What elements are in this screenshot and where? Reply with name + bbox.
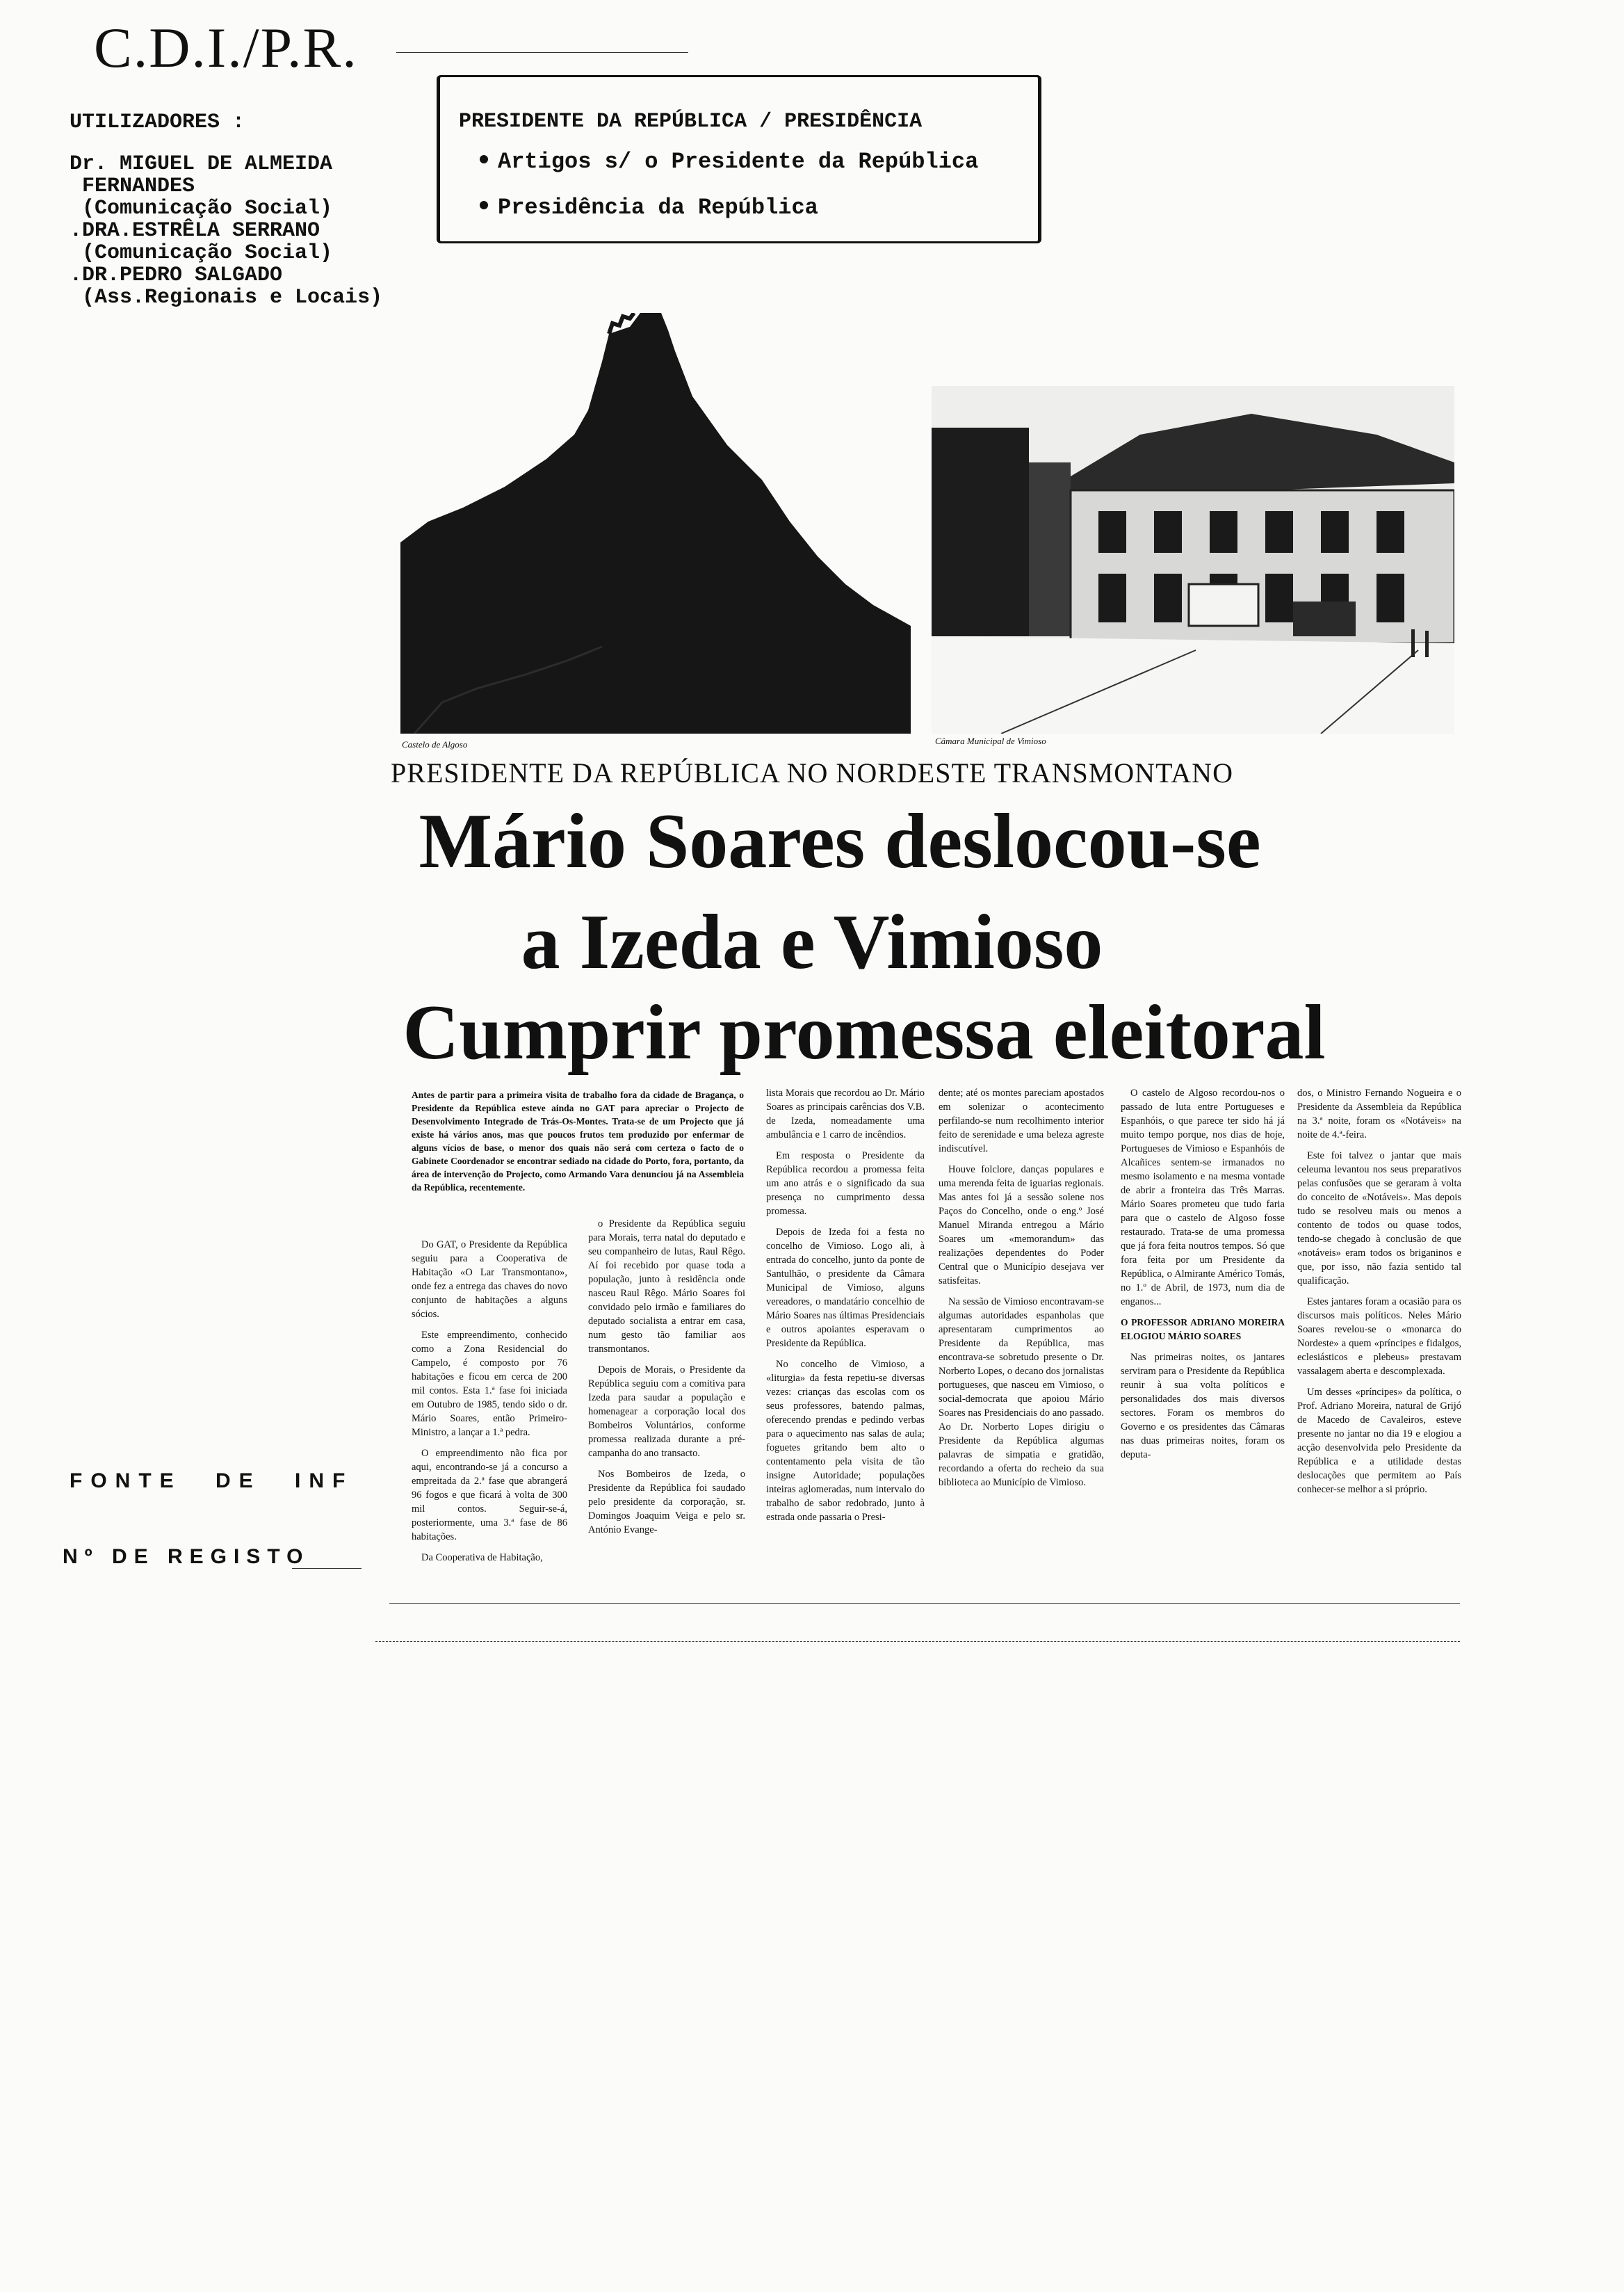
source-stamp: FONTE DE INF bbox=[70, 1469, 354, 1492]
paragraph: Em resposta o Presidente da República recordou a promessa feita um ano atrás e o significado da sua presença no cumprimento dessa promessa. bbox=[766, 1150, 925, 1217]
header-rule bbox=[396, 52, 688, 53]
paragraph: Estes jantares foram a ocasião para os discursos mais políticos. Neles Mário Soares revelou-se o «monarca do Nordeste» a quem «príncipes e fidalgos, eclesiásticos e plebeus» prestavam vassalagem aberta e descomplexada. bbox=[1297, 1296, 1461, 1377]
paragraph: Este foi talvez o jantar que mais celeuma levantou nos seus preparativos pelas confusões que se geraram à volta do conceito de «Notáveis». Mas depois tudo se resolveu mais ou menos a contento de todos ou quase todos, tendo-se chegado à conclusão de que «notáveis» eram todos os briganinos e que, por isso, não fazia sentido tal qualificação. bbox=[1297, 1150, 1461, 1286]
document-header-title: C.D.I./P.R. bbox=[94, 16, 358, 79]
article-headline-line: Mário Soares deslocou-se bbox=[419, 798, 1261, 885]
article-lead: Antes de partir para a primeira visita de trabalho fora da cidade de Bragança, o Presidente da República esteve ainda no GAT para apreciar o Projecto de Desenvolvimento Integrado de Trás-Os-Montes. Trata-se de um Projecto que já existe há vários anos, mas que poucos frutos tem produzido por enfermar de alguns vícios de base, o menor dos quais não será com certeza o facto de o Gabinete Coordenador se encontrar sediado na cidade do Porto, fora, portanto, da área de intervenção do Projecto, como Armando Vara denunciou já na Assembleia da República, recentemente. bbox=[412, 1090, 744, 1193]
classification-item: Presidência da República bbox=[480, 195, 818, 220]
registry-underline bbox=[292, 1568, 362, 1569]
paragraph: Nas primeiras noites, os jantares serviram para o Presidente da República reunir à sua volta políticos e personalidades dos mais diversos sectores. Foram os membros do Governo e os presidentes das Câmaras nas duas primeiras noites, foram os deputa- bbox=[1121, 1352, 1285, 1460]
article-column-6 bbox=[1297, 1086, 1461, 1503]
classification-item: Artigos s/ o Presidente da República bbox=[480, 149, 978, 175]
recipient-line: .DRA.ESTRÊLA SERRANO bbox=[70, 219, 320, 243]
paragraph: No concelho de Vimioso, a «liturgia» da festa repetiu-se diversas vezes: crianças das escolas com os seus professores, batendo palmas, oferecendo prendas e pedindo verbas para o aquecimento nas salas de aula; foguetes gritando bem alto o contentamento pela visita de tão insigne Autoridade; populações inteiras aglomeradas, num intervalo do trabalho de sabor redobrado, junto à estrada onde passaria o Presi- bbox=[766, 1359, 925, 1523]
paragraph: dos, o Ministro Fernando Nogueira e o Presidente da Assembleia da República na 3.ª noite, foram os «Notáveis» na noite de 4.ª-feira. bbox=[1297, 1088, 1461, 1140]
recipients-block bbox=[70, 111, 382, 309]
paragraph: Do GAT, o Presidente da República seguiu para a Cooperativa de Habitação «O Lar Transmontano», onde fez a entrega das chaves do novo conjunto de habitações a alguns sócios. bbox=[412, 1239, 567, 1320]
paragraph: o Presidente da República seguiu para Morais, terra natal do deputado e seu companheiro de lutas, Raul Rêgo. Aí foi recebido por quase toda a população, junto à residência onde nasceu Raul Rêgo. Mário Soares foi convidado pelo irmão e familiares do deputado socialista a entrar em casa, num gesto tão familiar aos transmontanos. bbox=[588, 1218, 745, 1355]
article-bottom-rule bbox=[389, 1603, 1460, 1604]
registry-stamp: Nº DE REGISTO bbox=[63, 1545, 310, 1568]
paragraph: Da Cooperativa de Habitação, bbox=[421, 1552, 543, 1563]
article-column-5 bbox=[1121, 1086, 1285, 1469]
paragraph: Depois de Morais, o Presidente da República seguiu com a comitiva para Izeda para saudar a população e homenagear a corporação local dos Bombeiros Voluntários, conforme promessa realizada durante a pré-campanha do ano transacto. bbox=[588, 1364, 745, 1459]
article-headline-line: Cumprir promessa eleitoral bbox=[403, 990, 1326, 1076]
article-headline-line: a Izeda e Vimioso bbox=[521, 899, 1103, 985]
paragraph: Nos Bombeiros de Izeda, o Presidente da República foi saudado pelo presidente da corporação, sr. Domingos Joaquim Veiga e pelo sr. António Evange- bbox=[588, 1469, 745, 1535]
paragraph: dente; até os montes pareciam apostados em solenizar o acontecimento perfilando-se num recolhimento interior feito de serenidade e uma beleza agreste indiscutível. bbox=[939, 1088, 1104, 1154]
paragraph: Na sessão de Vimioso encontravam-se algumas autoridades espanholas que apresentaram cumprimentos ao Presidente da República, mas encontrava-se sobretudo presente o Dr. Norberto Lopes, o decano dos jornalistas portugueses, que nasceu em Vimioso, o social-democrata que apoiou Mário Soares nas Presidenciais do ano passado. Ao Dr. Norberto Lopes dirigiu o Presidente da República algumas palavras de simpatia e gratidão, recordando a oferta do recheio da sua biblioteca ao Município de Vimioso. bbox=[939, 1296, 1104, 1488]
article-subheading: O PROFESSOR ADRIANO MOREIRA ELOGIOU MÁRIO SOARES bbox=[1121, 1317, 1285, 1341]
article-column-2 bbox=[588, 1217, 745, 1544]
town-hall-photo bbox=[932, 386, 1454, 734]
recipient-line: .DR.PEDRO SALGADO bbox=[70, 264, 283, 287]
article-column-1 bbox=[412, 1238, 567, 1572]
photo-caption-left: Castelo de Algoso bbox=[402, 739, 468, 750]
paragraph: O castelo de Algoso recordou-nos o passado de luta entre Portugueses e Espanhóis, o que parece ter sido há já muito tempo porque, nos dias de hoje, Portugueses de Vimioso e Espanhóis de Alcañices sentem-se irmanados no mesmo isolamento e na mesma vontade de abrir a fronteira das Três Marras. Mário Soares prometeu que tudo faria para que o castelo de Algoso fosse restaurado. Trata-se de uma promessa que já fora feita noutros tempos. Só que fora feita por um Presidente da República, o Almirante Américo Tomás, no 1.º de Abril, de 1973, num dia de enganos... bbox=[1121, 1088, 1285, 1307]
paragraph: Depois de Izeda foi a festa no concelho de Vimioso. Logo ali, à entrada do concelho, junto da ponte de Santulhão, o presidente da Câmara Municipal de Vimioso, alguns vereadores, o mandatário concelhio de Mário Soares nas últimas Presidenciais e outros apoiantes esperavam o Presidente da República. bbox=[766, 1227, 925, 1349]
article-column-3 bbox=[766, 1086, 925, 1531]
paragraph: Houve folclore, danças populares e uma merenda feita de iguarias regionais. Mas antes foi já a sessão solene nos Paços do Concelho, onde o eng.º José Manuel Miranda entregou a Mário Soares um «memorandum» das realizações dependentes do Poder Central que o Município desejava ver satisfeitas. bbox=[939, 1164, 1104, 1286]
bullet-icon bbox=[480, 155, 488, 163]
recipient-line: FERNANDES bbox=[82, 175, 195, 198]
article-kicker: PRESIDENTE DA REPÚBLICA NO NORDESTE TRANSMONTANO bbox=[391, 757, 1233, 789]
clipping-edge-rule bbox=[375, 1641, 1460, 1642]
bullet-icon bbox=[480, 201, 488, 209]
paragraph: Este empreendimento, conhecido como a Zona Residencial do Campelo, é composto por 76 habitações e ficou em cerca de 200 mil contos. Esta 1.ª fase foi iniciada em Outubro de 1985, tendo sido o dr. Mário Soares, então Primeiro-Ministro, a lançar a 1.ª pedra. bbox=[412, 1330, 567, 1438]
castle-photo bbox=[400, 313, 911, 734]
recipient-line: (Comunicação Social) bbox=[82, 241, 333, 265]
photo-caption-right: Câmara Municipal de Vimioso bbox=[935, 736, 1046, 746]
classification-heading: PRESIDENTE DA REPÚBLICA / PRESIDÊNCIA bbox=[459, 110, 923, 134]
paragraph: Um desses «príncipes» da política, o Prof. Adriano Moreira, natural de Grijó de Macedo de Cavaleiros, esteve presente no jantar no dia 19 e elogiou a acção desenvolvida pelo Presidente da República e a utilidade destas deslocações que permitem ao País conhecer-se melhor a si próprio. bbox=[1297, 1387, 1461, 1495]
recipient-line: (Comunicação Social) bbox=[82, 197, 333, 220]
recipients-label: UTILIZADORES : bbox=[70, 111, 245, 134]
paragraph: lista Morais que recordou ao Dr. Mário Soares as principais carências dos V.B. de Izeda, nomeadamente uma ambulância e 1 carro de incêndios. bbox=[766, 1088, 925, 1140]
recipient-line: Dr. MIGUEL DE ALMEIDA bbox=[70, 152, 333, 176]
paragraph: O empreendimento não fica por aqui, encontrando-se já a concurso a empreitada da 2.ª fase que abrangerá 96 fogos e que ficará à volta de 300 mil contos. Seguir-se-á, posteriormente, uma 3.ª fase de 86 habitações. bbox=[412, 1448, 567, 1542]
recipient-line: (Ass.Regionais e Locais) bbox=[82, 286, 383, 309]
article-column-4 bbox=[939, 1086, 1104, 1496]
